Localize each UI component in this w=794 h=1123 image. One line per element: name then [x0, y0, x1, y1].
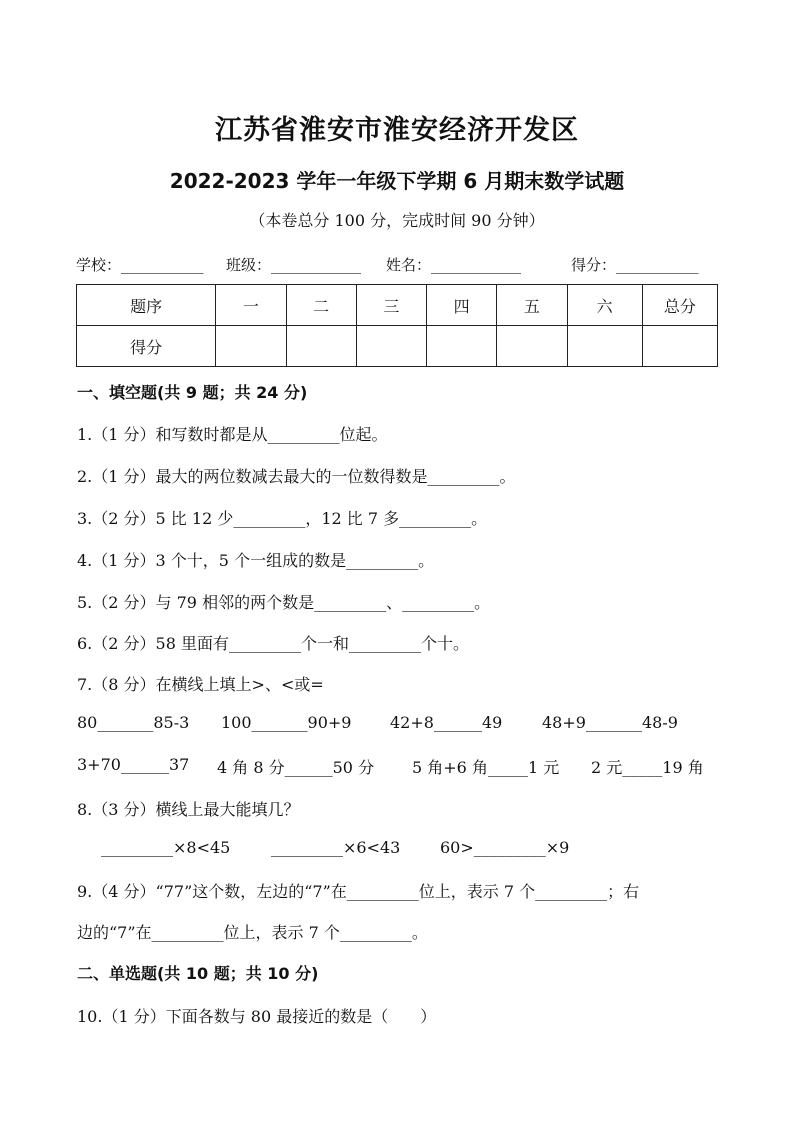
- question-7-row-2: [77, 755, 717, 779]
- score-table-header-cell: 四: [427, 285, 497, 326]
- section-heading-single-choice: 二、单选题(共 10 题；共 10 分): [77, 964, 319, 983]
- question-2: 2.（1 分）最大的两位数减去最大的一位数得数是_________。: [77, 467, 516, 486]
- section-heading-fill-in: 一、填空题(共 9 题；共 24 分): [77, 383, 308, 402]
- score-cell[interactable]: [216, 326, 286, 367]
- score-row-label: 得分: [77, 326, 216, 367]
- comparison-item[interactable]: 5 角+6 角_____1 元: [412, 758, 560, 777]
- question-9-line-1: 9.（4 分）“77”这个数，左边的“7”在_________位上，表示 7 个_________；右: [77, 882, 640, 901]
- score-table-header-cell: 六: [567, 285, 642, 326]
- inequality-item[interactable]: _________×6<43: [271, 838, 401, 857]
- comparison-item[interactable]: 2 元_____19 角: [591, 758, 704, 777]
- question-10: 10.（1 分）下面各数与 80 最接近的数是（ ）: [77, 1007, 437, 1026]
- question-8: 8.（3 分）横线上最大能填几？: [77, 800, 300, 819]
- exam-subtitle: 2022-2023 学年一年级下学期 6 月期末数学试题: [169, 169, 625, 193]
- exam-title: 江苏省淮安市淮安经济开发区: [215, 115, 579, 146]
- score-cell[interactable]: [567, 326, 642, 367]
- score-table-header-cell: 三: [356, 285, 426, 326]
- comparison-item[interactable]: 42+8______49: [390, 713, 503, 732]
- inequality-item[interactable]: 60>_________×9: [440, 838, 570, 857]
- question-7: 7.（8 分）在横线上填上>、<或=: [77, 675, 324, 694]
- score-table-header-cell: 二: [286, 285, 356, 326]
- comparison-item[interactable]: 80_______85-3: [77, 713, 190, 732]
- question-9-line-2: 边的“7”在_________位上，表示 7 个_________。: [77, 923, 428, 942]
- question-4: 4.（1 分）3 个十，5 个一组成的数是_________。: [77, 551, 435, 570]
- score-table-header-row: [77, 285, 718, 326]
- comparison-item[interactable]: 100_______90+9: [221, 713, 352, 732]
- score-table-header-cell: 五: [497, 285, 567, 326]
- score-cell[interactable]: [286, 326, 356, 367]
- score-table-header-cell: 一: [216, 285, 286, 326]
- score-cell[interactable]: [497, 326, 567, 367]
- comparison-item[interactable]: 4 角 8 分______50 分: [217, 758, 375, 777]
- score-table-score-row: [77, 326, 718, 367]
- inequality-item[interactable]: _________×8<45: [101, 838, 231, 857]
- question-6: 6.（2 分）58 里面有_________个一和_________个十。: [77, 634, 469, 653]
- score-table-header-cell: 总分: [642, 285, 717, 326]
- name-field[interactable]: 姓名：____________: [386, 256, 522, 274]
- exam-note: （本卷总分 100 分，完成时间 90 分钟）: [249, 211, 545, 230]
- student-info-line: [76, 254, 718, 276]
- question-3: 3.（2 分）5 比 12 少_________，12 比 7 多_________。: [77, 509, 488, 528]
- question-7-row-1: [77, 713, 717, 737]
- score-cell[interactable]: [356, 326, 426, 367]
- score-cell[interactable]: [427, 326, 497, 367]
- score-table-header-cell: 题序: [77, 285, 216, 326]
- question-5: 5.（2 分）与 79 相邻的两个数是_________、_________。: [77, 593, 491, 612]
- score-cell[interactable]: [642, 326, 717, 367]
- comparison-item[interactable]: 48+9_______48-9: [542, 713, 678, 732]
- comparison-item[interactable]: 3+70______37: [77, 755, 190, 774]
- score-field[interactable]: 得分：___________: [571, 256, 699, 274]
- school-field[interactable]: 学校：___________: [76, 256, 204, 274]
- class-field[interactable]: 班级：____________: [226, 256, 362, 274]
- question-1: 1.（1 分）和写数时都是从_________位起。: [77, 425, 388, 444]
- question-8-items: [77, 838, 717, 862]
- score-table: [76, 284, 718, 367]
